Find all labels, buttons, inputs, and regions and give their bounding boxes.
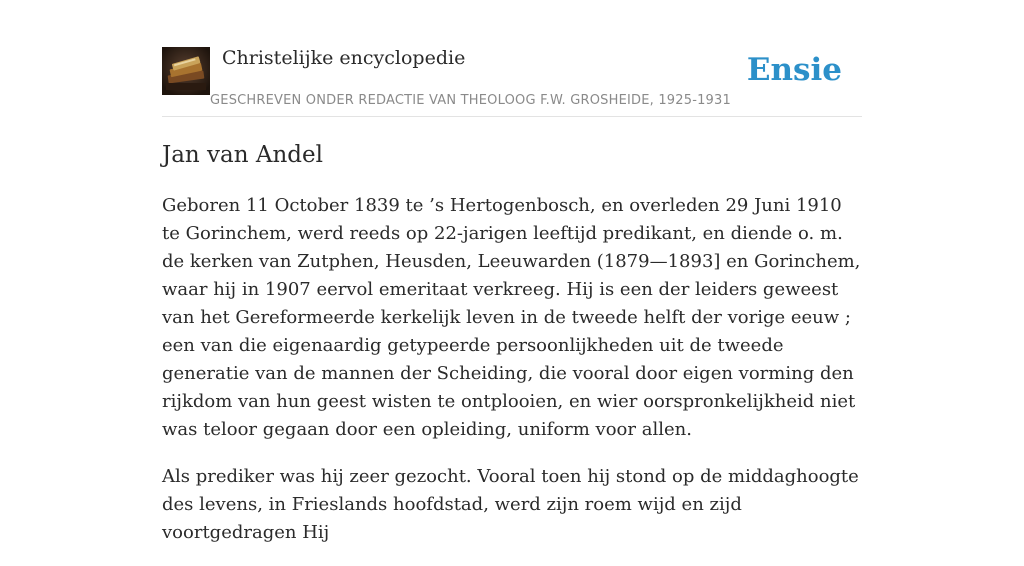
article-paragraph: Als prediker was hij zeer gezocht. Vooral toen hij stond op de middaghoogte des levens, in Frieslands hoofdstad, werd zijn roem wijd en zijd voortgedragen Hij xyxy=(162,466,859,543)
encyclopedia-title[interactable]: Christelijke encyclopedie xyxy=(222,47,466,69)
encyclopedia-subtitle: GESCHREVEN ONDER REDACTIE VAN THEOLOOG F.W. GROSHEIDE, 1925-1931 xyxy=(210,93,731,108)
article-paragraph: Geboren 11 October 1839 te ’s Hertogenbosch, en overleden 29 Juni 1910 te Gorinchem, werd reeds op 22-jarigen leeftijd predikant, en diende o. m. de kerken van Zutphen, Heusden, Leeuwarden (1879—1893] en Gorinchem, waar hij in 1907 eervol emeritaat verkreeg. Hij is een der leiders geweest van het Gereformeerde kerkelijk leven in de tweede helft der vorige eeuw ; een van die eigenaardig getypeerde persoonlijkheden uit de tweede generatie van de mannen der Scheiding, die vooral door eigen vorming den rijkdom van hun geest wisten te ontplooien, en wier oorspronkelijkheid niet was teloor gegaan door een opleiding, uniform voor allen. xyxy=(162,195,861,440)
encyclopedia-header xyxy=(162,46,862,117)
ensie-logo[interactable]: Ensie xyxy=(746,52,842,88)
article-title: Jan van Andel xyxy=(162,142,323,168)
article-body xyxy=(162,192,864,566)
book-stack-icon[interactable] xyxy=(162,47,210,95)
